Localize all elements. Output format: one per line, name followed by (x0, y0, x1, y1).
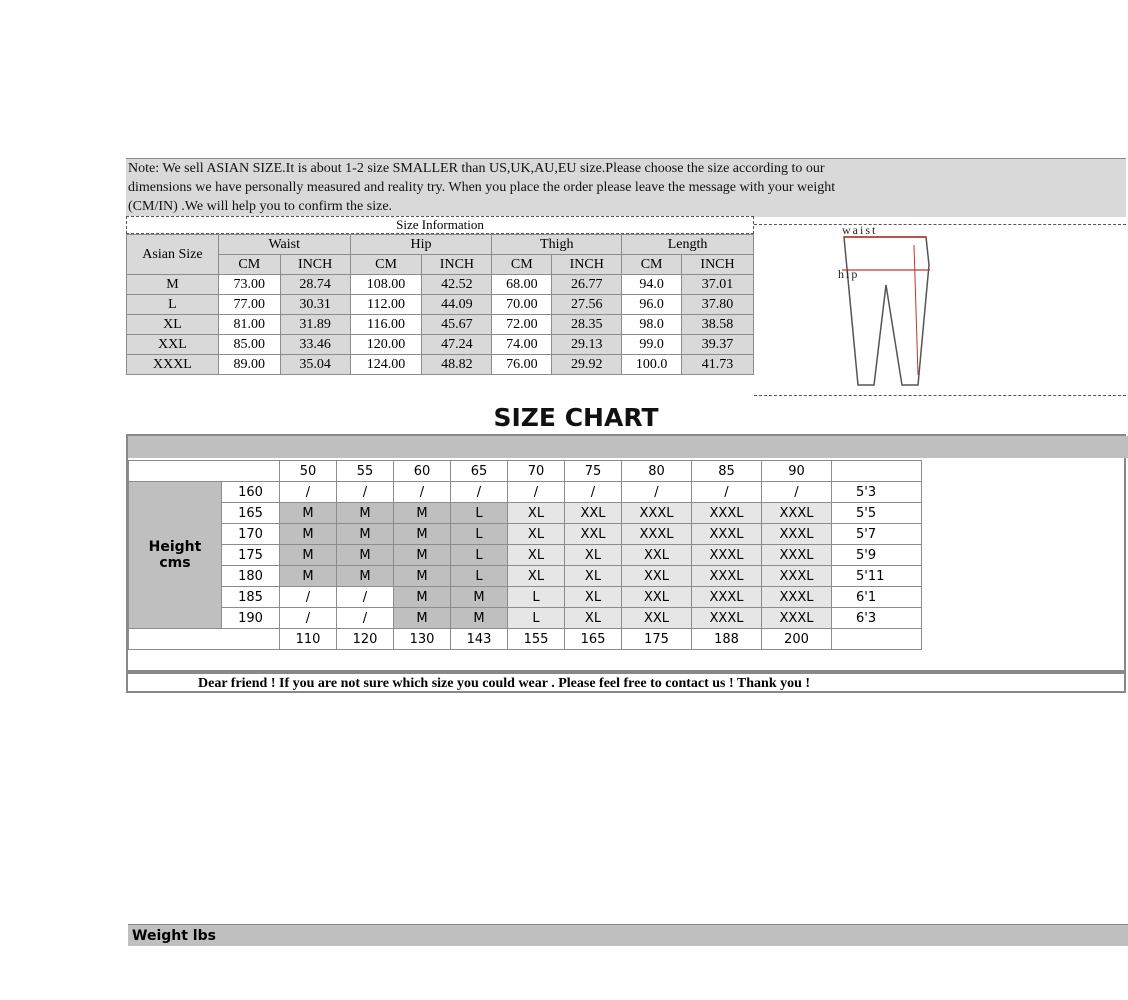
size-cell: XXXL (692, 503, 762, 524)
measurement-cell: 73.00 (218, 275, 280, 295)
size-cell: / (508, 482, 565, 503)
weight-lbs-cell: 175 (622, 629, 692, 650)
weight-kg-cell: 65 (451, 461, 508, 482)
thigh-header: Thigh (492, 235, 622, 255)
height-row (129, 524, 922, 545)
height-cm-cell: 180 (222, 566, 280, 587)
asian-size-header: Asian Size (127, 235, 219, 275)
size-row (127, 295, 754, 315)
height-feet-cell: 6'1 (832, 587, 922, 608)
weight-lbs-cell: 120 (337, 629, 394, 650)
measurement-cell: 29.13 (552, 335, 622, 355)
unit-inch: INCH (682, 255, 754, 275)
measurement-cell: 74.00 (492, 335, 552, 355)
size-cell: M (337, 524, 394, 545)
weight-lbs-row (129, 629, 922, 650)
height-label-line: Height (148, 539, 202, 555)
size-information-section (126, 216, 754, 400)
size-cell: / (280, 608, 337, 629)
size-cell: M (337, 545, 394, 566)
height-row (129, 482, 922, 503)
size-label: XXXL (127, 355, 219, 375)
measurement-cell: 76.00 (492, 355, 552, 375)
measurement-cell: 99.0 (622, 335, 682, 355)
measurement-cell: 38.58 (682, 315, 754, 335)
weight-lbs-cell: 130 (394, 629, 451, 650)
size-cell: / (622, 482, 692, 503)
height-label-line: cms (159, 555, 191, 571)
measurement-cell: 31.89 (280, 315, 350, 335)
height-cms-label (129, 482, 222, 629)
size-information-title: Size Information (126, 216, 754, 234)
size-label: M (127, 275, 219, 295)
size-cell: M (394, 503, 451, 524)
unit-inch: INCH (422, 255, 492, 275)
size-cell: M (337, 566, 394, 587)
size-cell: / (337, 482, 394, 503)
weight-kg-cell: 90 (762, 461, 832, 482)
size-cell: XXXL (762, 608, 832, 629)
size-cell: / (762, 482, 832, 503)
height-row (129, 587, 922, 608)
note-line: (CM/IN) .We will help you to confirm the size. (128, 199, 393, 214)
size-cell: XXL (622, 566, 692, 587)
measurement-cell: 39.37 (682, 335, 754, 355)
size-cell: XXXL (762, 524, 832, 545)
pants-diagram (754, 224, 1126, 396)
measurement-cell: 48.82 (422, 355, 492, 375)
measurement-cell: 45.67 (422, 315, 492, 335)
waist-header: Waist (218, 235, 350, 255)
measurement-cell: 72.00 (492, 315, 552, 335)
size-cell: XL (508, 566, 565, 587)
size-cell: XXXL (622, 503, 692, 524)
size-cell: M (337, 503, 394, 524)
weight-kg-cell: 85 (692, 461, 762, 482)
size-cell: XXL (565, 524, 622, 545)
size-cell: XXXL (762, 545, 832, 566)
height-feet-cell: 5'7 (832, 524, 922, 545)
height-feet-cell: 5'3 (832, 482, 922, 503)
weight-kg-cell: 55 (337, 461, 394, 482)
measurement-cell: 98.0 (622, 315, 682, 335)
contact-message (126, 672, 1126, 693)
height-feet-cell: 5'11 (832, 566, 922, 587)
size-cell: M (280, 545, 337, 566)
size-cell: XXXL (762, 587, 832, 608)
size-cell: L (451, 524, 508, 545)
size-cell: XXXL (762, 566, 832, 587)
height-row (129, 566, 922, 587)
measurement-cell: 37.80 (682, 295, 754, 315)
measurement-cell: 68.00 (492, 275, 552, 295)
weight-lbs-cell: 188 (692, 629, 762, 650)
size-information-table (126, 234, 754, 375)
unit-inch: INCH (280, 255, 350, 275)
unit-cm: CM (350, 255, 422, 275)
measurement-cell: 33.46 (280, 335, 350, 355)
measurement-cell: 28.35 (552, 315, 622, 335)
weight-lbs-cell: 110 (280, 629, 337, 650)
height-row (129, 503, 922, 524)
measurement-cell: 100.0 (622, 355, 682, 375)
size-row (127, 335, 754, 355)
size-chart-table (128, 460, 922, 650)
weight-lbs-label: Weight lbs (128, 924, 1128, 946)
weight-kg-row (129, 461, 922, 482)
measurement-cell: 29.92 (552, 355, 622, 375)
size-cell: L (508, 608, 565, 629)
height-feet-cell: 6'3 (832, 608, 922, 629)
size-cell: / (337, 587, 394, 608)
weight-lbs-cell: 143 (451, 629, 508, 650)
measurement-cell: 85.00 (218, 335, 280, 355)
size-cell: XXL (565, 503, 622, 524)
size-cell: M (394, 524, 451, 545)
pants-outline-icon (814, 225, 934, 395)
measurement-cell: 44.09 (422, 295, 492, 315)
measurement-cell: 42.52 (422, 275, 492, 295)
measurement-cell: 94.0 (622, 275, 682, 295)
size-cell: XXXL (692, 566, 762, 587)
size-cell: XL (565, 608, 622, 629)
size-cell: / (451, 482, 508, 503)
height-row (129, 545, 922, 566)
weight-kg-cell: 60 (394, 461, 451, 482)
size-cell: M (280, 503, 337, 524)
measurement-cell: 70.00 (492, 295, 552, 315)
size-cell: XXXL (692, 545, 762, 566)
measurement-cell: 112.00 (350, 295, 422, 315)
height-cm-cell: 190 (222, 608, 280, 629)
measurement-cell: 28.74 (280, 275, 350, 295)
size-cell: XXL (622, 545, 692, 566)
measurement-cell: 30.31 (280, 295, 350, 315)
unit-cm: CM (218, 255, 280, 275)
size-cell: XXL (622, 608, 692, 629)
height-cm-cell: 165 (222, 503, 280, 524)
weight-kg-cell: 50 (280, 461, 337, 482)
size-label: L (127, 295, 219, 315)
weight-lbs-cell: 165 (565, 629, 622, 650)
weight-kg-cell: 75 (565, 461, 622, 482)
size-row (127, 315, 754, 335)
weight-lbs-cell: 155 (508, 629, 565, 650)
size-cell: / (280, 482, 337, 503)
height-cm-cell: 170 (222, 524, 280, 545)
size-cell: / (337, 608, 394, 629)
size-cell: M (451, 587, 508, 608)
size-guide-image (126, 158, 885, 944)
measurement-cell: 41.73 (682, 355, 754, 375)
size-label: XXL (127, 335, 219, 355)
measurement-cell: 77.00 (218, 295, 280, 315)
size-cell: M (394, 608, 451, 629)
measurement-cell: 26.77 (552, 275, 622, 295)
hip-header: Hip (350, 235, 492, 255)
size-cell: M (394, 566, 451, 587)
size-row (127, 275, 754, 295)
size-cell: XL (508, 524, 565, 545)
note-line: dimensions we have personally measured and reality try. When you place the order please leave the message with your weight (128, 180, 836, 195)
size-label: XL (127, 315, 219, 335)
chart-header-band (128, 436, 1128, 458)
length-header: Length (622, 235, 754, 255)
unit-cm: CM (622, 255, 682, 275)
hip-diagram-label: hip (838, 267, 860, 281)
height-cm-cell: 160 (222, 482, 280, 503)
size-cell: / (280, 587, 337, 608)
height-feet-cell: 5'5 (832, 503, 922, 524)
size-cell: M (394, 545, 451, 566)
measurement-cell: 124.00 (350, 355, 422, 375)
size-cell: XXXL (692, 524, 762, 545)
size-cell: XL (565, 545, 622, 566)
size-cell: XL (508, 503, 565, 524)
size-cell: M (394, 587, 451, 608)
size-cell: M (280, 566, 337, 587)
height-row (129, 608, 922, 629)
empty-cell (832, 461, 922, 482)
size-cell: L (508, 587, 565, 608)
note-line: Note: We sell ASIAN SIZE.It is about 1-2 size SMALLER than US,UK,AU,EU size.Please choose the size according to our (128, 161, 825, 176)
size-cell: M (451, 608, 508, 629)
size-cell: XL (508, 545, 565, 566)
measurement-cell: 120.00 (350, 335, 422, 355)
size-cell: XL (565, 566, 622, 587)
empty-cell (129, 629, 280, 650)
size-cell: XXXL (762, 503, 832, 524)
measurement-cell: 27.56 (552, 295, 622, 315)
unit-cm: CM (492, 255, 552, 275)
empty-cell (129, 461, 280, 482)
size-cell: L (451, 503, 508, 524)
contact-text: Dear friend ! If you are not sure which size you could wear . Please feel free to contact us ! Thank you ! (198, 676, 811, 691)
measurement-cell: 81.00 (218, 315, 280, 335)
weight-kg-cell: 80 (622, 461, 692, 482)
empty-cell (832, 629, 922, 650)
size-cell: XXXL (622, 524, 692, 545)
height-cm-cell: 175 (222, 545, 280, 566)
size-row (127, 355, 754, 375)
weight-kg-cell: 70 (508, 461, 565, 482)
measurement-cell: 108.00 (350, 275, 422, 295)
size-cell: XXL (622, 587, 692, 608)
measurement-cell: 47.24 (422, 335, 492, 355)
unit-inch: INCH (552, 255, 622, 275)
size-cell: / (394, 482, 451, 503)
measurement-cell: 37.01 (682, 275, 754, 295)
size-cell: M (280, 524, 337, 545)
size-cell: XXXL (692, 608, 762, 629)
size-cell: / (692, 482, 762, 503)
size-cell: XXXL (692, 587, 762, 608)
height-feet-cell: 5'9 (832, 545, 922, 566)
waist-diagram-label: waist (842, 223, 878, 237)
measurement-cell: 96.0 (622, 295, 682, 315)
measurement-cell: 89.00 (218, 355, 280, 375)
size-chart-title: SIZE CHART (493, 403, 659, 432)
asian-size-note (126, 158, 1126, 217)
size-cell: L (451, 566, 508, 587)
size-cell: XL (565, 587, 622, 608)
size-cell: L (451, 545, 508, 566)
weight-lbs-cell: 200 (762, 629, 832, 650)
measurement-cell: 35.04 (280, 355, 350, 375)
size-cell: / (565, 482, 622, 503)
measurement-cell: 116.00 (350, 315, 422, 335)
height-cm-cell: 185 (222, 587, 280, 608)
